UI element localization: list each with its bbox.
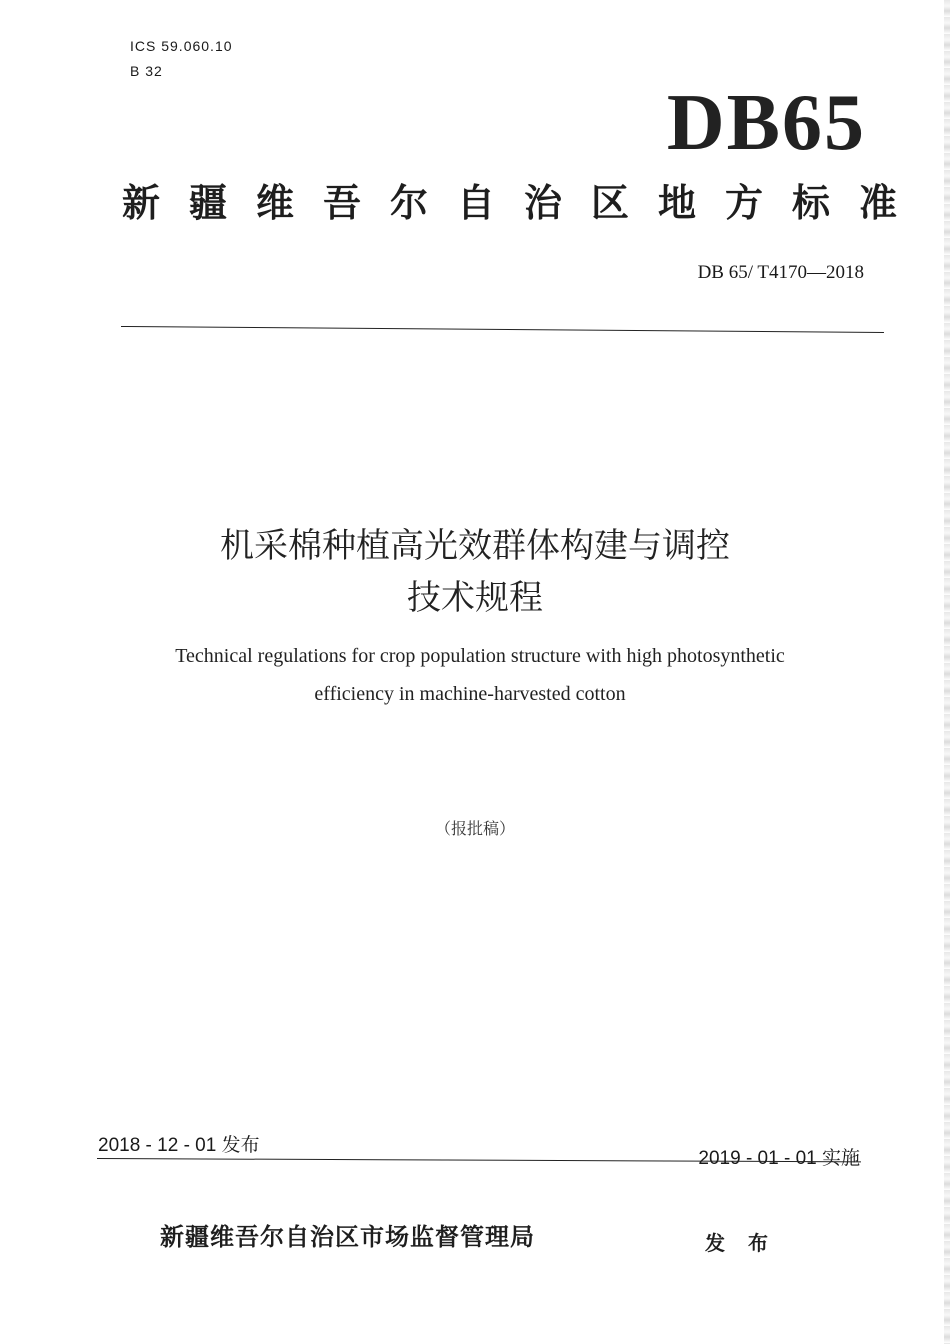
standard-type-heading: 新疆维吾尔自治区地方标准 — [122, 181, 927, 225]
standard-number: DB 65/ T4170—2018 — [697, 262, 864, 283]
issuing-authority: 新疆维吾尔自治区市场监督管理局 — [160, 1223, 535, 1251]
publish-date: 2018 - 12 - 01 发布 — [98, 1135, 260, 1156]
scan-edge-artifact — [944, 0, 950, 1344]
db65-logo: DB65 — [666, 79, 866, 167]
issue-label: 发 布 — [705, 1231, 776, 1255]
classification-code: B 32 — [130, 63, 163, 79]
header-divider — [121, 326, 884, 333]
ics-code: ICS 59.060.10 — [130, 38, 233, 54]
title-en-line1: Technical regulations for crop population structure with high photosynthetic — [175, 645, 785, 667]
draft-status: （报批稿） — [434, 819, 515, 838]
title-cn-line2: 技术规程 — [407, 578, 543, 618]
implement-date: 2019 - 01 - 01 实施 — [698, 1148, 860, 1169]
title-cn-line1: 机采棉种植高光效群体构建与调控 — [220, 526, 730, 566]
title-en-line2: efficiency in machine-harvested cotton — [314, 683, 626, 705]
